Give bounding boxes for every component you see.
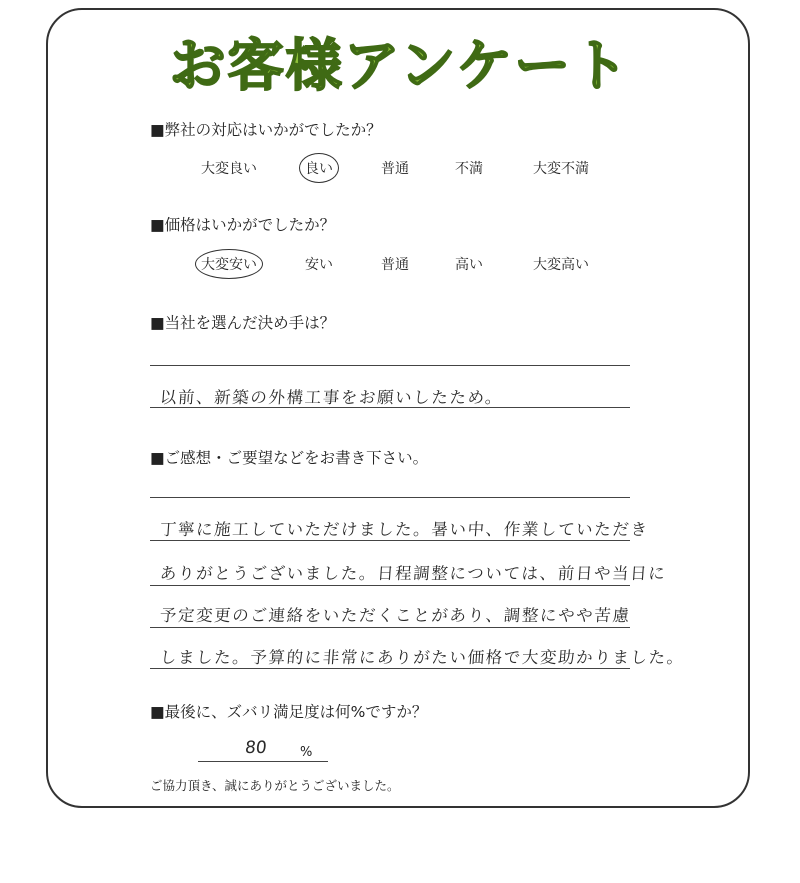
question-comments: ■ご感想・ご要望などをお書き下さい。	[150, 449, 429, 467]
comment-line-1[interactable]: 丁寧に施工していただけました。暑い中、作業していただき	[159, 520, 650, 539]
answer-line	[150, 540, 630, 541]
reason-answer[interactable]: 以前、新築の外構工事をお願いしたため。	[159, 388, 504, 407]
q2-option-3[interactable]: 普通	[381, 257, 409, 273]
satisfaction-line	[198, 761, 328, 762]
survey-title: お客様アンケート	[169, 34, 631, 99]
q1-option-1[interactable]: 大変良い	[201, 161, 257, 177]
comment-line-4[interactable]: しました。予算的に非常にありがたい価格で大変助かりました。	[159, 648, 686, 667]
answer-line	[150, 585, 630, 586]
thank-you-note: ご協力頂き、誠にありがとうございました。	[150, 778, 400, 793]
question-price: ■価格はいかがでしたか？	[150, 216, 336, 234]
answer-line	[150, 627, 630, 628]
question-service: ■弊社の対応はいかがでしたか？	[150, 121, 382, 139]
q2-option-2[interactable]: 安い	[305, 257, 333, 273]
answer-line	[150, 365, 630, 366]
q2-option-5[interactable]: 大変高い	[533, 257, 589, 273]
answer-line	[150, 668, 630, 669]
q1-option-3[interactable]: 普通	[381, 161, 409, 177]
answer-line	[150, 407, 630, 408]
question-satisfaction: ■最後に、ズバリ満足度は何%ですか？	[150, 703, 428, 721]
q1-option-2-selected[interactable]: 良い	[305, 158, 333, 178]
satisfaction-value[interactable]: 80	[243, 738, 268, 758]
comment-line-2[interactable]: ありがとうございました。日程調整については、前日や当日に	[159, 564, 668, 583]
comment-line-3[interactable]: 予定変更のご連絡をいただくことがあり、調整にやや苦慮	[159, 606, 632, 625]
answer-line	[150, 497, 630, 498]
q1-option-5[interactable]: 大変不満	[533, 161, 589, 177]
percent-unit: %	[300, 745, 313, 760]
q2-option-4[interactable]: 高い	[455, 257, 483, 273]
q1-option-4[interactable]: 不満	[455, 161, 483, 177]
question-reason: ■当社を選んだ決め手は？	[150, 314, 336, 332]
q2-option-1-selected[interactable]: 大変安い	[201, 254, 257, 274]
